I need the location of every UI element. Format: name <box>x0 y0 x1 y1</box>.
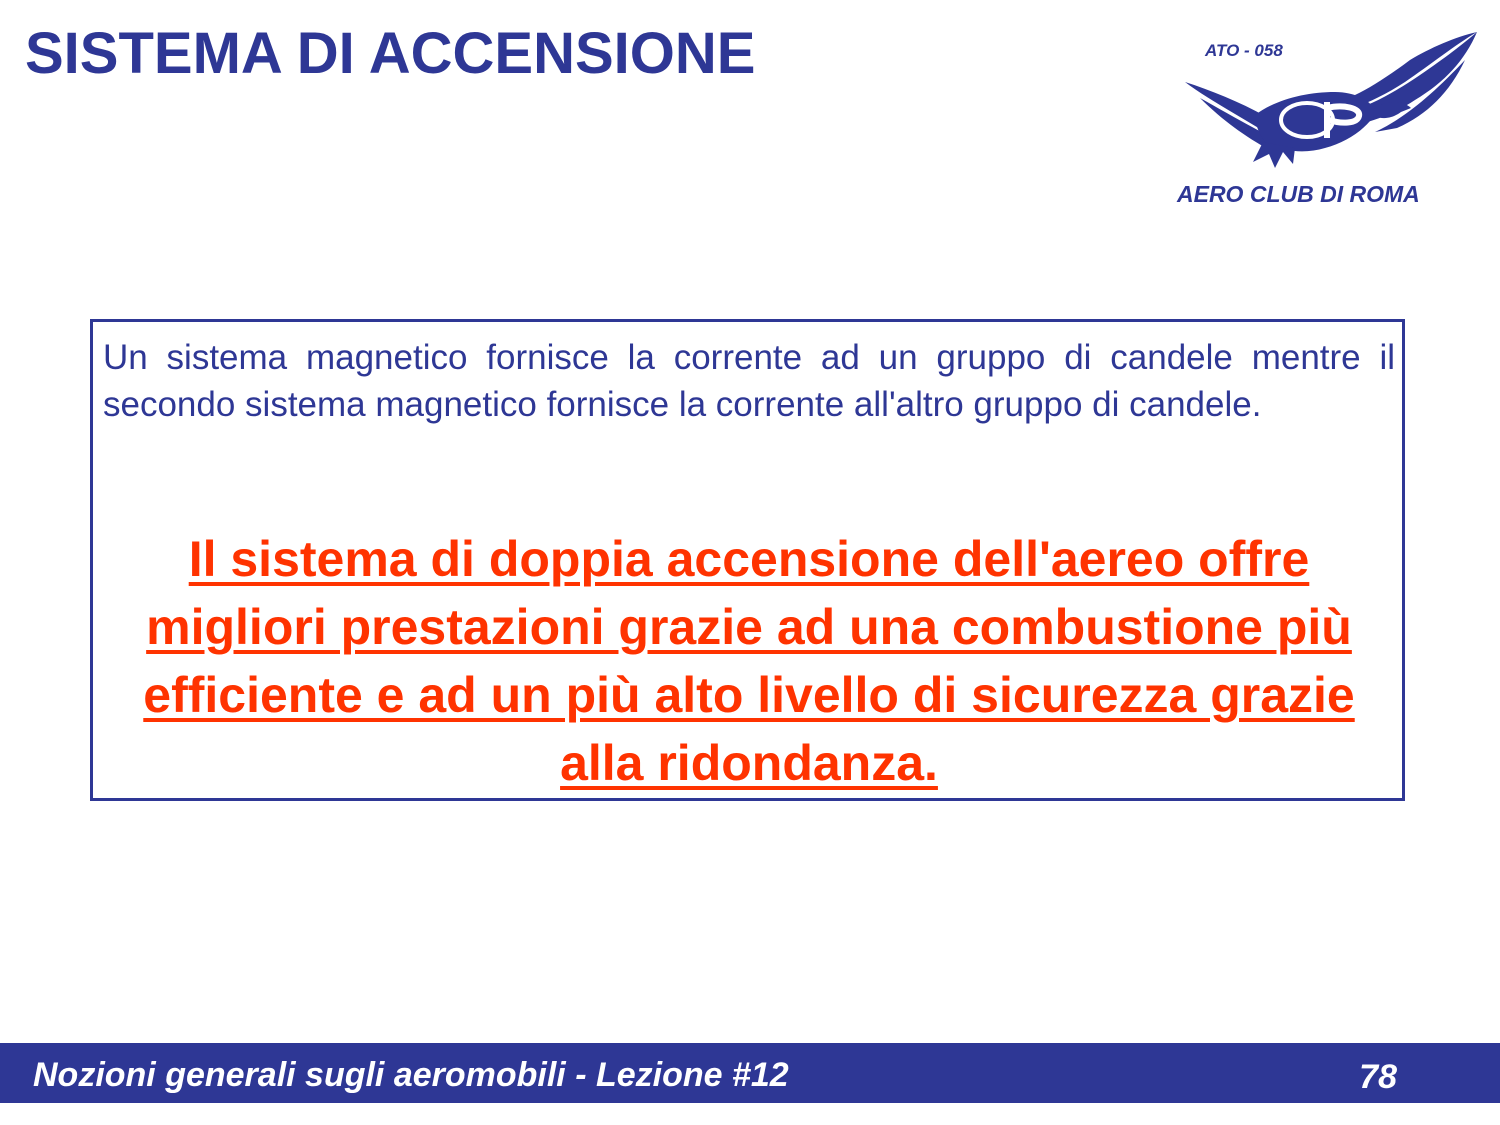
aero-club-logo <box>1165 20 1485 215</box>
logo-ato-code: ATO - 058 <box>1205 41 1283 60</box>
footer-bar <box>0 1043 1500 1103</box>
slide-title: SISTEMA DI ACCENSIONE <box>25 21 756 86</box>
page-number: 78 <box>1359 1058 1397 1096</box>
footer-title: Nozioni generali sugli aeromobili - Lezione #12 <box>33 1056 789 1094</box>
body-text: Un sistema magnetico fornisce la corrente ad un gruppo di candele mentre il secondo sistema magnetico fornisce la corrente all'altro gruppo di candele. <box>103 338 1395 424</box>
content-box <box>90 319 1405 801</box>
logo-club-name: AERO CLUB DI ROMA <box>1177 181 1420 207</box>
highlight-text: Il sistema di doppia accensione dell'aereo offre migliori prestazioni grazie ad una combustione più efficiente e ad un più alto livello di sicurezza grazie alla ridondanza. <box>143 531 1355 791</box>
